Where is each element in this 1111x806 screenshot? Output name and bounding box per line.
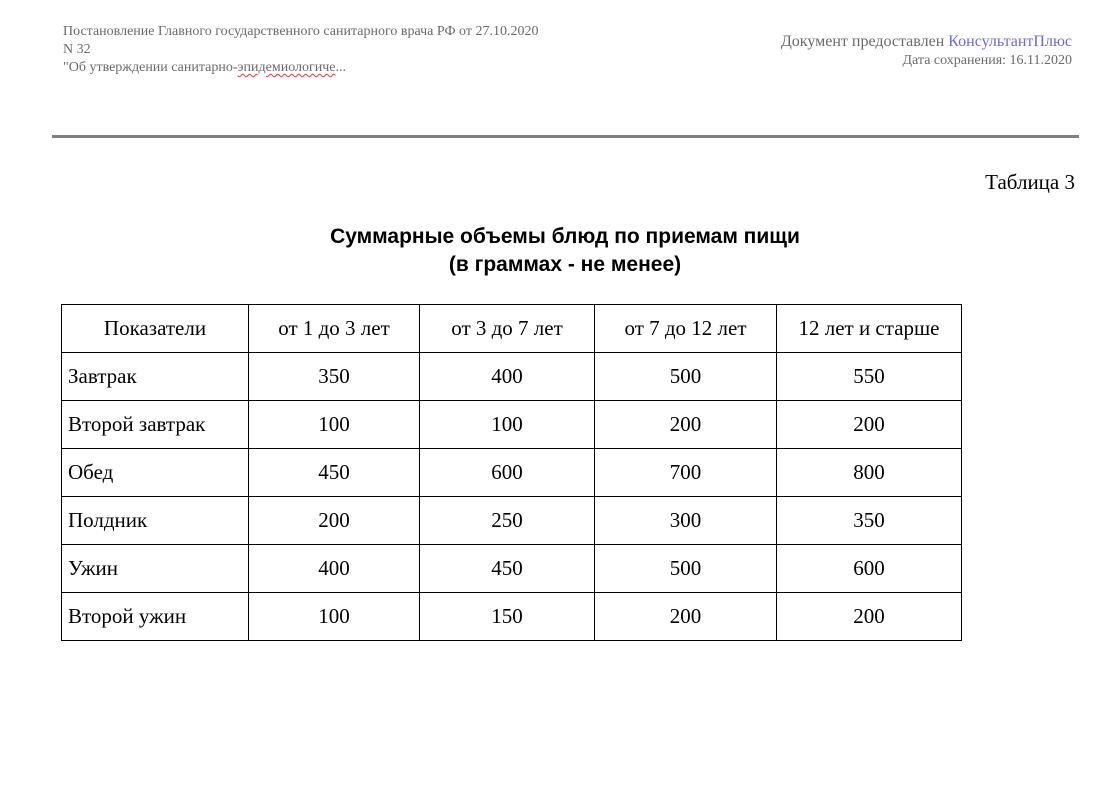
table-title-line2: (в граммах - не менее) — [448, 253, 682, 276]
header-subject-misspelled: эпидемиологиче — [237, 60, 336, 75]
table-cell: 500 — [595, 545, 777, 593]
header-document-number: N 32 — [63, 42, 91, 57]
table-cell: 450 — [249, 449, 420, 497]
table-row — [62, 593, 962, 641]
row-label: Второй завтрак — [62, 401, 249, 449]
table-row — [62, 353, 962, 401]
header-subject-part1: "Об утверждении санитарно- — [63, 60, 238, 75]
table-cell: 400 — [249, 545, 420, 593]
row-label: Обед — [62, 449, 249, 497]
table-cell: 450 — [420, 545, 595, 593]
table-cell: 600 — [777, 545, 962, 593]
save-date: Дата сохранения: 16.11.2020 — [902, 53, 1072, 68]
column-header: 12 лет и старше — [777, 305, 962, 353]
row-label: Ужин — [62, 545, 249, 593]
table-cell: 200 — [249, 497, 420, 545]
header-document-title: Постановление Главного государственного санитарного врача РФ от 27.10.2020 — [63, 24, 539, 39]
column-header: от 1 до 3 лет — [249, 305, 420, 353]
column-header: Показатели — [62, 305, 249, 353]
table-cell: 150 — [420, 593, 595, 641]
header-subject-ellipsis: ... — [335, 60, 347, 75]
row-label: Полдник — [62, 497, 249, 545]
table-header-row — [62, 305, 962, 353]
document-header-left — [63, 23, 663, 77]
column-header: от 3 до 7 лет — [420, 305, 595, 353]
table-title — [140, 223, 990, 279]
table-row — [62, 401, 962, 449]
brand-link[interactable]: КонсультантПлюс — [948, 33, 1072, 50]
table-cell: 200 — [777, 401, 962, 449]
table-cell: 350 — [777, 497, 962, 545]
header-document-subject — [63, 59, 663, 77]
table-cell: 300 — [595, 497, 777, 545]
table-title-line1: Суммарные объемы блюд по приемам пищи — [330, 225, 800, 248]
table-cell: 550 — [777, 353, 962, 401]
table-row — [62, 545, 962, 593]
table-cell: 350 — [249, 353, 420, 401]
table-cell: 400 — [420, 353, 595, 401]
table-cell: 500 — [595, 353, 777, 401]
table-row — [62, 449, 962, 497]
table-cell: 250 — [420, 497, 595, 545]
provided-by-line — [781, 32, 1072, 52]
table-cell: 800 — [777, 449, 962, 497]
column-header: от 7 до 12 лет — [595, 305, 777, 353]
meal-volume-table — [61, 304, 962, 641]
document-header-right — [781, 32, 1072, 70]
table-cell: 200 — [595, 593, 777, 641]
header-divider — [52, 135, 1079, 138]
row-label: Завтрак — [62, 353, 249, 401]
row-label: Второй ужин — [62, 593, 249, 641]
table-cell: 700 — [595, 449, 777, 497]
table-cell: 100 — [249, 401, 420, 449]
table-number: Таблица 3 — [985, 170, 1075, 194]
table-cell: 100 — [249, 593, 420, 641]
table-row — [62, 497, 962, 545]
table-cell: 200 — [595, 401, 777, 449]
table-cell: 600 — [420, 449, 595, 497]
table-cell: 100 — [420, 401, 595, 449]
table-cell: 200 — [777, 593, 962, 641]
provided-by-label: Документ предоставлен — [780, 33, 949, 50]
